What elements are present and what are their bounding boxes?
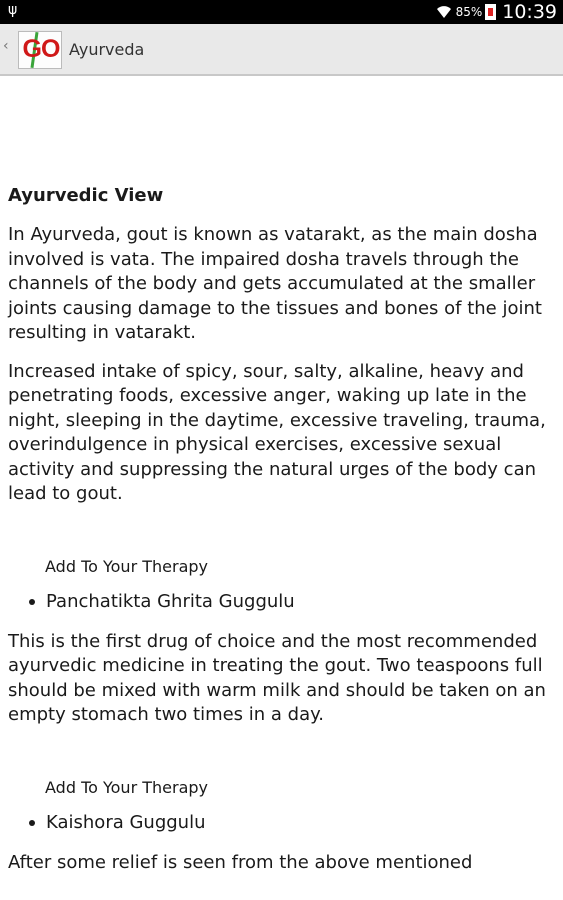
chevron-left-icon[interactable]: ‹ [3, 38, 9, 54]
therapy-list-item [29, 811, 556, 835]
app-title: Ayurveda [69, 40, 145, 59]
status-bar [0, 0, 563, 24]
battery-percent: 85% [455, 5, 483, 19]
therapy-list-item [29, 590, 556, 614]
therapy-label: Add To Your Therapy [45, 777, 208, 797]
usb-icon: ψ [8, 2, 18, 18]
bullet-icon [29, 599, 35, 605]
status-indicators [436, 0, 557, 24]
paragraph: Increased intake of spicy, sour, salty, alkaline, heavy and penetrating foods, excessive anger, waking up late in the night, sleeping in the daytime, excessive traveling, trauma, overindulgence in physical exercises, excessive sexual activity and suppressing the natural urges of the body can lead to gout. [8, 360, 546, 504]
paragraph: In Ayurveda, gout is known as vatarakt, as the main dosha involved is vata. The impaired dosha travels through the channels of the body and gets accumulated at the smaller joints causing damage to the tissues and bones of the joint resulting in vatarakt. [8, 224, 542, 343]
app-logo[interactable] [18, 31, 62, 69]
action-bar [0, 24, 563, 76]
therapy-description: This is the first drug of choice and the most recommended ayurvedic medicine in treating the gout. Two teaspoons full should be mixed with warm milk and should be taken on an empty stomach two times in a day. [8, 630, 546, 725]
wifi-icon [436, 4, 452, 20]
bullet-icon [29, 820, 35, 826]
clock: 10:39 [502, 1, 557, 23]
therapy-description: After some relief is seen from the above mentioned [8, 851, 473, 873]
article-content [8, 184, 556, 889]
therapy-name: Kaishora Guggulu [46, 811, 206, 833]
section-heading: Ayurvedic View [8, 185, 164, 206]
therapy-name: Panchatikta Ghrita Guggulu [46, 590, 295, 612]
therapy-label: Add To Your Therapy [45, 556, 208, 576]
battery-icon [485, 4, 496, 20]
logo-text: GO [22, 35, 60, 63]
